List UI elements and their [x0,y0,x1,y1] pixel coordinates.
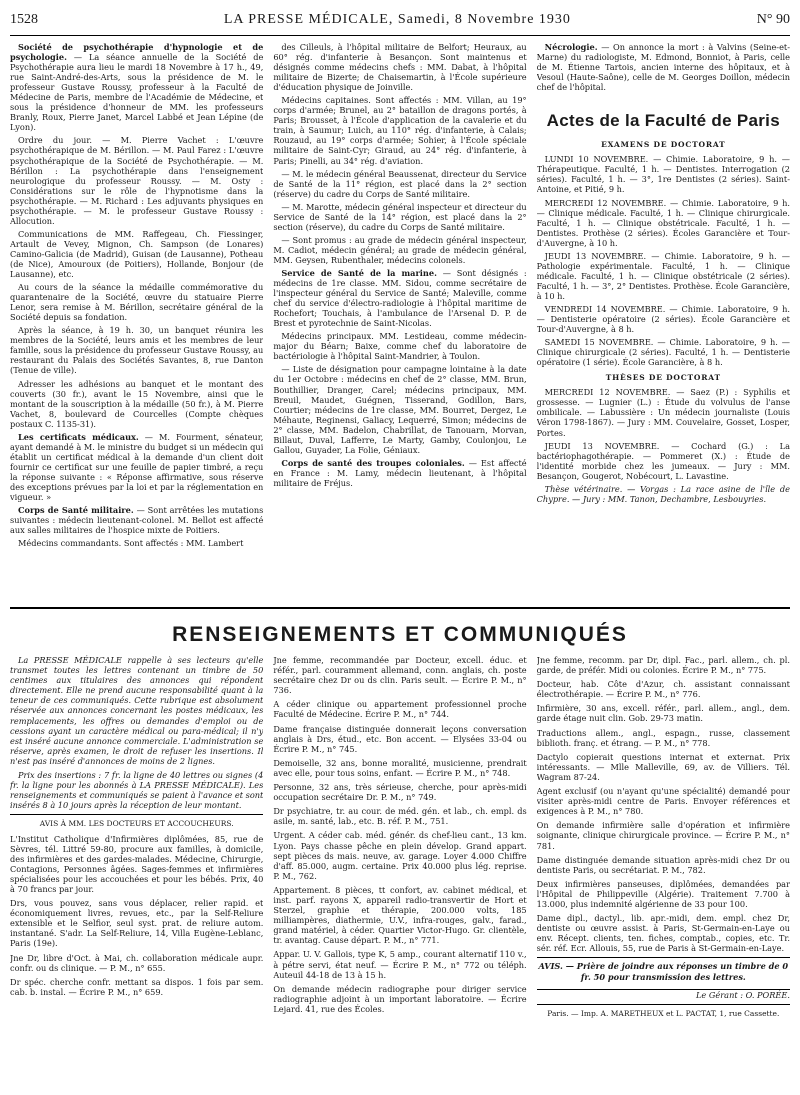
paragraph: Communications de MM. Raffegeau, Ch. Fiessinger, Artault de Vevey, Mignon, Ch. Sampson (de Lonares) Camino-Galicia (de Madrid), Guisan (de Lausanne), Potheau (de Nice), Amouroux (de Poitiers), Hollande, Bonjour (de Lausanne), etc. [10,228,264,280]
avis-notice: AVIS. — Prière de joindre aux réponses un timbre de 0 fr. 50 pour transmission des lettres. [538,961,789,982]
renseignements-title: RENSEIGNEMENTS ET COMMUNIQUÉS [172,623,628,646]
news-columns [10,42,790,601]
exam-entry: VENDREDI 14 NOVEMBRE. — Chimie. Laboratoire, 9 h. — Dentisterie opératoire (2 séries). École Garancière et Tour-d'Auvergne, à 8 h. [536,303,790,335]
section-divider [10,607,790,609]
section-heading: Service de Santé de la marine. [281,267,437,278]
classified-ad: Demoiselle, 32 ans, bonne moralité, musicienne, prendrait avec elle, pour tous soins, enfant. — Écrire P. M., n° 748. [273,757,527,778]
paragraph: Après la séance, à 19 h. 30, un banquet réunira les membres de la Société, leurs amis et les membres de leur famille, sous la présidence du professeur Gustave Roussy, au restaurant du Palais des Sociétés Savantes, 8, rue Danton (Tenue de ville). [10,325,264,376]
classified-ad: Jne femme, recomm. par Dr, dipl. Fac., parl. allem., ch. pl. garde, de préfér. Midi ou colonies. Écrire P. M., n° 775. [536,655,790,676]
classifieds-columns [10,655,790,1095]
classified-ad: Dr spéc. cherche confr. mettant sa dispos. 1 fois par sem. cab. b. instal. — Écrire P. M., n° 659. [10,976,264,997]
section-heading: Corps de santé des troupes coloniales. [281,457,465,468]
paragraph: Médecins principaux. MM. Lestideau, comme médecin-major du Béarn; Baixe, comme chef du laboratoire de bactériologie à l'hôpital Saint-Mandrier, à Toulon. [273,331,527,362]
classified-ad: Traductions allem., angl., espagn., russe, classement biblioth. franç. et étrang. — P. M., n° 778. [536,727,790,748]
classified-ad: Appartement. 8 pièces, tt confort, av. cabinet médical, et inst. parf. rayons X, appareil radio-transvertir de Hort et Sterzel, graphie et thérapie, 200.000 volts, 185 milliampères, diathermie, U.V., infra-rouges, galv., farad., grand matériel, à céder. Quartier Victor-Hugo. Gr. clientèle, tr. avantag. Cause départ. P. M., n° 771. [273,884,527,946]
paragraph: — M. Fourment, sénateur, ayant demandé à M. le ministre du budget si un médecin qui établit un certificat médical à la demande d'un client doit fournir ce certificat sur une feuille de papier timbré, a reçu la réponse suivante : « Réponse affirmative, sous réserve des exceptions prévues par la loi et par la réglementation en vigueur. » [10,431,264,503]
classified-ad: Deux infirmières panseuses, diplômées, demandées par l'Hôpital de Philippeville (Algérie). Traitement 7.700 à 13.000, plus indemnité algérienne de 33 pour 100. [536,878,790,909]
thesis-entry: JEUDI 13 NOVEMBRE. — Cochard (G.) : La bactériophagothérapie. — Pommeret (X.) : Étude de l'identité morbide chez les jumeaux. — Jury : MM. Besançon, Gougerot, Nobécourt, L. Lavastine. [536,440,790,481]
classified-ad: Docteur, hab. Côte d'Azur, ch. assistant connaissant électrothérapie. — Écrire P. M., n° 776. [536,679,790,700]
paragraph: Adresser les adhésions au banquet et le montant des couverts (30 fr.), avant le 15 Novembre, ainsi que le montant de la souscription à la médaille (50 fr.), à M. Pierre Vachet, 8, boulevard de Courcelles (Compte chèques postaux C. 1135-31). [10,378,264,429]
gerant-signature: Le Gérant : O. PORÉE. [696,989,790,1000]
classified-ad: Dame française distinguée donnerait leçons conversation anglais à Drs, étud., etc. Bon accent. — Elysées 33-04 ou Écrire P. M., n° 745. [273,723,527,754]
classified-ad: Dame distinguée demande situation après-midi chez Dr ou dentiste Paris, ou secrétariat. P. M., 782. [536,854,790,875]
classifieds-column-1 [10,655,263,1095]
exam-entry: MERCREDI 12 NOVEMBRE. — Chimie. Laboratoire, 9 h. — Clinique médicale. Faculté, 1 h. — Clinique chirurgicale. Faculté, 1 h. — Clinique obstétricale. Faculté, 1 h. — Dentistes. Prothèse (2 séries). Écoles Garancière et Tour-d'Auvergne, à 10 h. [536,197,790,248]
exam-heading: EXAMENS DE DOCTORAT [601,140,726,150]
classified-ad: Drs, vous pouvez, sans vous déplacer, relier rapid. et économiquement livres, revues, etc., par la Self-Reliure extensible et le Selfior, seul syst. prat. de reliure autom. instantané. S'adr. La Self-Reliure, 14, Villa Eugène-Leblanc, Paris (19e). [10,898,264,949]
classifieds-column-3 [537,655,790,1095]
rubric-prices: Prix des insertions : 7 fr. la ligne de 40 lettres ou signes (4 fr. la ligne pour les abonnés à LA PRESSE MÉDICALE). Les renseignements et communiqués se paient à l'avance et sont insérés 8 à 10 jours après la réception de leur montant. [10,770,264,811]
paragraph: Au cours de la séance la médaille commémorative du quarantenaire de la Société, œuvre du statuaire Pierre Lenor, sera remise à M. Bérillon, secrétaire général de la Société depuis sa fondation. [10,282,264,323]
column-3 [537,42,790,601]
thesis-entry: Thèse vétérinaire. — Vorgas : La race asine de l'île de Chypre. — Jury : MM. Tanon, Dechambre, Lesbouyries. [536,483,790,504]
classified-ad: Agent exclusif (ou n'ayant qu'une spécialité) demandé pour visiter après-midi centre de Paris. Envoyer références et exigences à P. M., n° 780. [536,786,790,817]
exam-entry: SAMEDI 15 NOVEMBRE. — Chimie. Laboratoire, 9 h. — Clinique chirurgicale (2 séries). Faculté, 1 h. — Dentisterie opératoire (1 série). École Garancière, à 8 h. [536,337,790,368]
exam-entry: LUNDI 10 NOVEMBRE. — Chimie. Laboratoire, 9 h. — Thérapeutique. Faculté, 1 h. — Dentistes. Interrogation (2 séries). Faculté, 1 h. — 3°, 1re Dentistes (2 séries). Saint-Antoine, et Pitié, 9 h. [536,154,790,195]
classified-ad: Infirmière, 30 ans, excell. référ., parl. allem., angl., dem. garde étage nuit clin. Gob. 29-73 matin. [536,703,790,724]
paragraph: — M. Marotte, médecin général inspecteur et directeur du Service de Santé de la 14° région, est placé dans la 2° section (réserve), du cadre du Corps de Santé militaire. [273,201,527,232]
classifieds-column-2 [273,655,526,1095]
avis-heading: AVIS À MM. LES DOCTEURS ET ACCOUCHEURS. [39,819,234,829]
page-number: 1528 [10,12,38,27]
header-rule [10,35,790,36]
section-heading: Nécrologie. [544,42,598,52]
section-heading: Les certificats médicaux. [18,431,139,442]
column-1 [10,42,263,601]
printer-line: Paris. — Imp. A. MARETHEUX et L. PACTAT, 1, rue Cassette. [547,1008,780,1018]
classified-ad: On demande médecin radiographe pour diriger service radiographie adjoint à un important laboratoire. — Écrire Lejard. 41, rue des Écoles. [273,983,527,1014]
classified-ad: A céder clinique ou appartement professionnel proche Faculté de Médecine. Écrire P. M., n° 744. [273,699,527,720]
issue-number: N° 90 [756,12,790,27]
faculty-title: Actes de la Faculté de Paris [546,111,780,131]
paragraph: — M. le médecin général Beaussenat, directeur du Service de Santé de la 11° région, est placé dans la 2° section (réserve) du cadre du Corps de Santé militaire. [273,168,527,199]
paragraph: des Cilleuls, à l'hôpital militaire de Belfort; Heuraux, au 60° rég. d'infanterie à Besançon. Sont maintenus et désignés comme médecins chefs : MM. Dabat, à l'hôpital militaire de Bizerte; de Chaisemartin, à l'École supérieure d'éducation physique de Joinville. [273,42,527,93]
classified-ad: Dr psychiatre, tr. au cour. de méd. gén. et lab., ch. empl. ds asile, m. santé, lab., etc. B. réf. P. M., 751. [273,806,527,827]
paragraph: — Est affecté en France : M. Lamy, médecin lieutenant, à l'hôpital militaire de Fréjus. [273,457,527,488]
paragraph: — Sont promus : au grade de médecin général inspecteur, M. Cadiot, médecin général; au grade de médecin général, MM. Geysen, Rubenthaler, médecins colonels. [273,234,527,265]
thesis-heading: THÈSES DE DOCTORAT [605,373,721,383]
classified-ad: Personne, 32 ans, très sérieuse, cherche, pour après-midi occupation secrétaire Dr. P. M., n° 749. [273,782,527,803]
rubric-intro: La PRESSE MÉDICALE rappelle à ses lecteurs qu'elle transmet toutes les lettres contenant un timbre de 50 centimes aux titulaires des annonces qui répondent directement. Elle ne prend aucune responsabilité quant à la teneur de ces communiqués. Cette rubrique est absolument réservée aux annonces concernant les postes médicaux, les remplacements, les offres ou demandes d'emploi ou de cessions ayant un caractère médical ou para-médical; il n'y est inséré aucune annonce commerciale. L'administration se réserve, après examen, le droit de refuser les insertions. Il n'est pas inséré d'annonces de moins de 2 lignes. [10,655,264,766]
classified-ad: Jne Dr, libre d'Oct. à Mai, ch. collaboration médicale aupr. confr. ou ds clinique. — P. M., n° 655. [10,952,264,973]
classified-ad: Appar. U. V. Gallois, type K, 5 amp., courant alternatif 110 v., à pétre servi, état neuf. — Écrire P. M., n° 772 ou téléph. Auteuil 44-18 de 13 à 15 h. [273,949,527,980]
column-2 [273,42,526,601]
avis-box [537,957,790,989]
page-header [10,0,790,30]
newspaper-page [10,0,790,1095]
divider [537,1004,790,1005]
classified-ad: On demande infirmière salle d'opération et infirmière soignante, clinique chirurgicale province. — Écrire P. M., n° 781. [536,820,790,851]
section-heading: Corps de Santé militaire. [18,505,134,516]
section-heading: Société de psychothérapie d'hypnologie et de psychologie. [10,42,264,63]
paragraph: Médecins capitaines. Sont affectés : MM. Villan, au 19° corps d'armée; Brunel, au 2° bataillon de dragons portés, à Paris; Brousset, à l'École d'application de la cavalerie et du train, à Saumur; Luich, au 110° rég. d'infanterie, à Calais; Rouzaud, au 19° corps d'armée; Sohier, à l'École spéciale militaire de Saint-Cyr; Giraud, au 24° rég. d'infanterie, à Paris; Pinelli, au 34° rég. d'aviation. [273,95,527,166]
paragraph: Ordre du jour. — M. Pierre Vachet : L'œuvre psychothérapique de M. Bérillon. — M. Paul Farez : L'œuvre psychothérapique de la Société de Psychothérapie. — M. Bérillon : La psychothérapie dans l'enseignement neurologique du professeur Roussy. — M. Osty : Considérations sur le rôle de l'hypnotisme dans la psychothérapie. — M. Richard : Les adjuvants physiques en psychothérapie. — M. le professeur Gustave Roussy : Allocution. [10,135,264,226]
thesis-entry: MERCREDI 12 NOVEMBRE. — Saez (P.) : Syphilis et grossesse. — Lugnier (L.) : Étude du volvulus de l'anse ombilicale. — Labussière : Un médecin journaliste (Louis Véron 1798-1867). — Jury : MM. Couvelaire, Gosset, Losper, Portes. [536,387,790,438]
paragraph: — La séance annuelle de la Société de Psychothérapie aura lieu le mardi 18 Novembre à 17 h., 49, rue Saint-André-des-Arts, sous la présidence de M. le professeur Gustave Roussy, professeur à la Faculté de Médecine de Paris, membre de l'Académie de Médecine, et sous la présidence d'honneur de MM. les professeurs Branly, Roux, Pierre Janet, Marcel Labbé et Jean Lépine (de Lyon). [10,52,264,133]
classified-ad: Urgent. A céder cab. méd. génér. ds chef-lieu cant., 13 km. Lyon. Pays chasse pêche en plein dévelop. Grand appart. sept pièces ds mais. neuve, av. garage. Loyer 4.000 Chiffre d'aff. 85.000, augm. certaine. Prix 40.000 plus lég. reprise. P. M., 762. [273,830,527,881]
paragraph: — Sont désignés : médecins de 1re classe. MM. Sidou, comme secrétaire de l'inspecteur général du Service de Santé; Maleville, comme chef du service d'électro-radiologie à l'hôpital maritime de Rochefort; Touchais, à l'ambulance de l'Arsenal D. P. de Brest et pyrotechnie de Saint-Nicolas. [273,267,527,329]
exam-entry: JEUDI 13 NOVEMBRE. — Chimie. Laboratoire, 9 h. — Pathologie expérimentale. Faculté, 1 h. — Clinique médicale. Faculté, 1 h. — Clinique obstétricale (2 séries). Faculté, 1 h. — 3°, 2° Dentistes. Prothèse. École Garancière, à 10 h. [536,250,790,301]
paragraph: — Sont arrêtées les mutations suivantes : médecin lieutenant-colonel. M. Bellot est affecté aux salles militaires de l'hospice mixte de Poitiers. [10,505,264,536]
divider [10,814,263,815]
paragraph: — On annonce la mort : à Valvins (Seine-et-Marne) du radiologiste, M. Edmond, Bonniot, à Paris, celle de M. Étienne Tartois, ancien interne des hôpitaux, et à Vesoul (Haute-Saône), celle de M. Georges Doillon, médecin chef de l'hôpital. [536,42,790,93]
classified-ad: L'Institut Catholique d'Infirmières diplômées, 85, rue de Sèvres, tél. Littré 59-80, procure aux familles, à domicile, des infirmières et des gardes-malades. Médecine, Chirurgie, Contagions, Personnes âgées. Sages-femmes et infirmières spécialisées pour les accouchées et pour les bébés. Prix, 40 à 70 francs par jour. [10,833,264,894]
publication-title: LA PRESSE MÉDICALE, Samedi, 8 Novembre 1930 [223,12,571,27]
classified-ad: Dame dipl., dactyl., lib. apr.-midi, dem. empl. chez Dr, dentiste ou œuvre assist. à Paris, St-Germain-en-Laye ou env. Récept. clients, ten. fiches, comptab., copies, etc. Tr. sér. réf. Ecr. Allouis, 55, rue de Paris à St-Germain-en-Laye. [536,913,790,954]
classified-ad: Jne femme, recommandée par Docteur, excell. éduc. et référ., parl. couramment allemand, conn. anglais, ch. poste secrétaire chez Dr ou ds clin. Paris seult. — Écrire P. M., n° 736. [273,655,527,696]
paragraph: Médecins commandants. Sont affectés : MM. Lambert [18,538,244,549]
classified-ad: Dactylo copierait questions internat et externat. Prix intéressants. — Mlle Malleville, 69, av. de Villiers. Tél. Wagram 87-24. [536,751,790,782]
paragraph: — Liste de désignation pour campagne lointaine à la date du 1er Octobre : médecins en chef de 2° classe, MM. Brun, Bouthillier, Dranger, Carel; médecins principaux, MM. Breuil, Maudet, Guégnen, Tisserand, Godillon, Bars, Courtier; médecins de 1re classe, MM. Bourret, Dergez, Le Méhaute, Reginensi, Galiacy, Lequerré, Simon; médecins de 2° classe, MM. Badelon, Chabrillat, de Tanouarn, Morvan, Billaut, Duval, Lafferre, Le Marty, Gamby, Coulonjou, Le Gallou, Guyader, La Folie, Géniaux. [273,364,527,455]
